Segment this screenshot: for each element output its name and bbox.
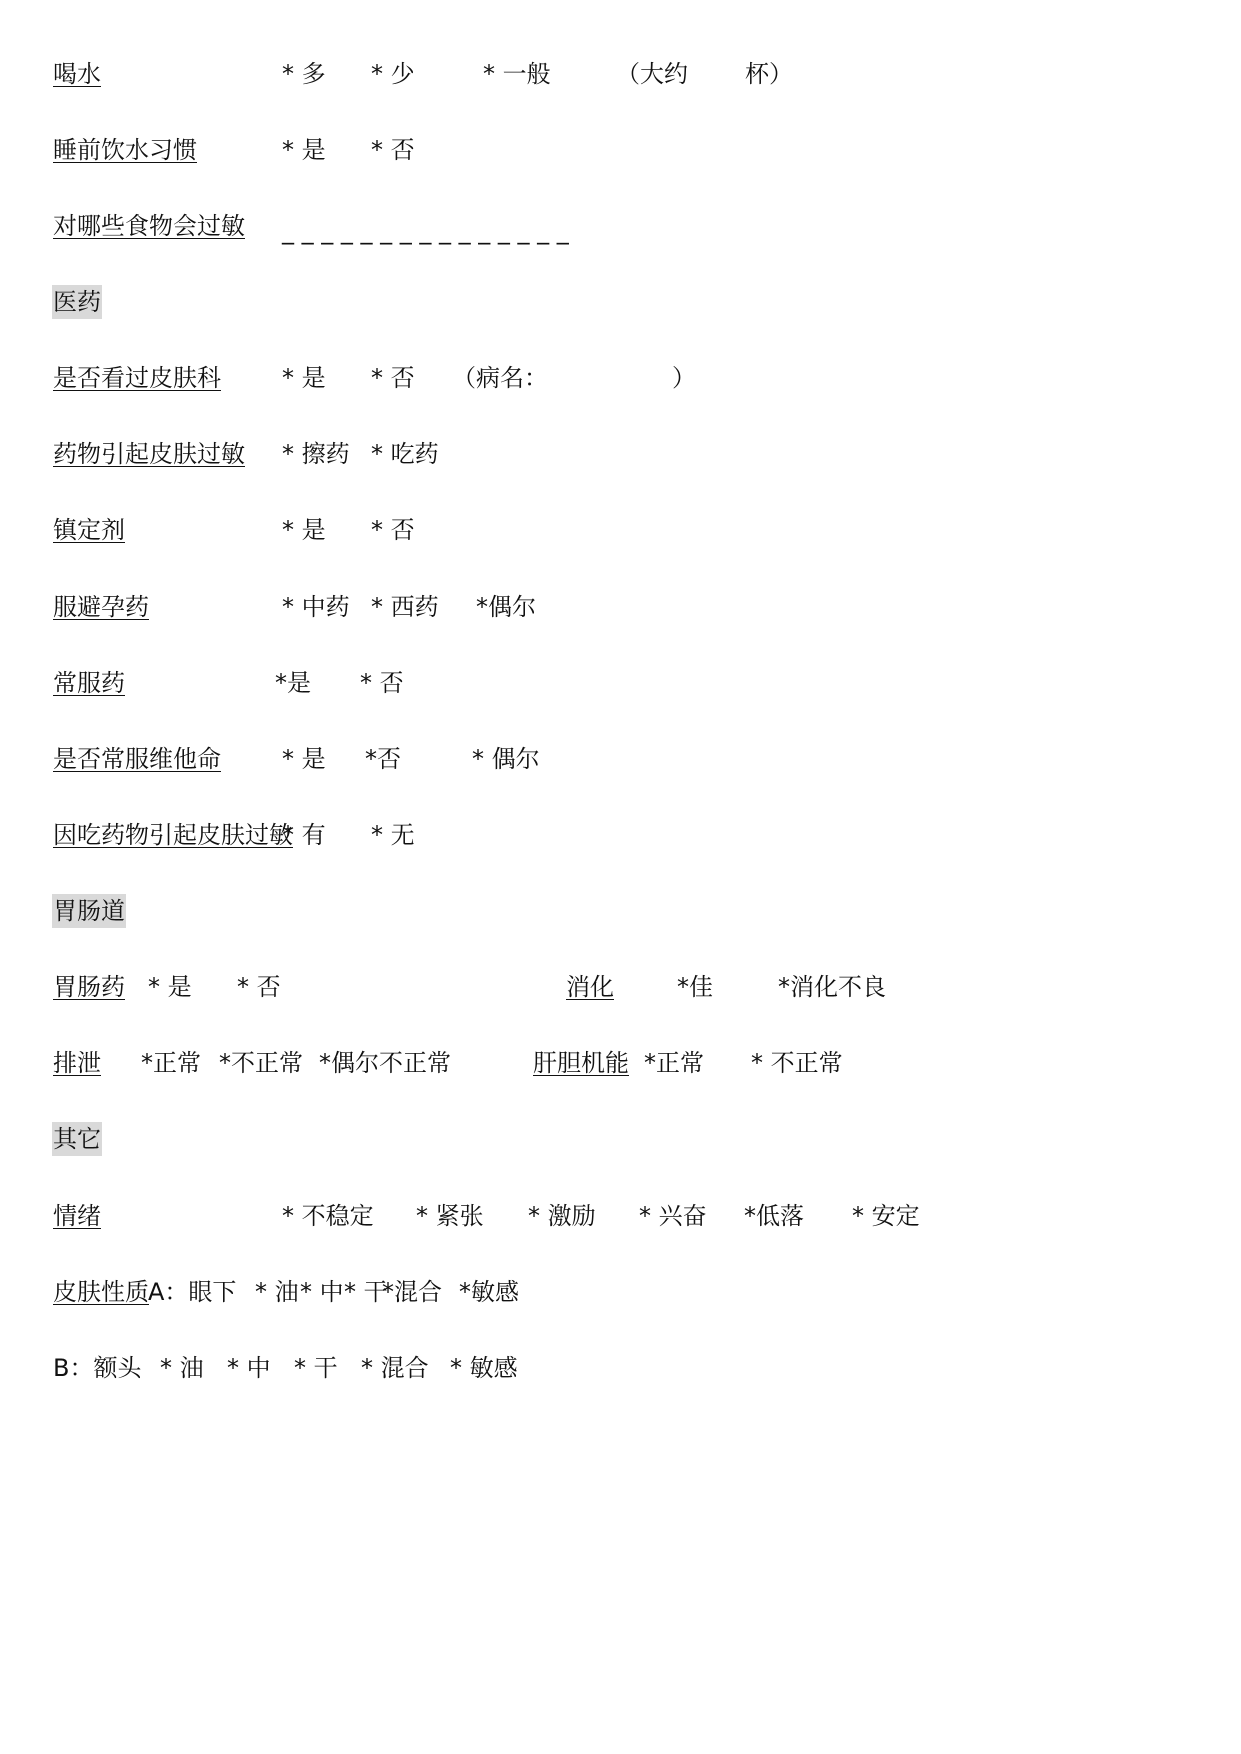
skin-b-dry[interactable]: * 干 — [294, 1354, 338, 1382]
excretion-label: 排泄 — [53, 1049, 101, 1077]
regular-meds-label: 常服药 — [53, 669, 125, 697]
drug-allergy-topical[interactable]: * 擦药 — [282, 440, 350, 468]
gi-meds-label: 胃肠药 — [53, 973, 125, 1001]
skin-b-oily[interactable]: * 油 — [160, 1354, 204, 1382]
mood-unstable[interactable]: * 不稳定 — [282, 1202, 374, 1230]
skin-a-normal[interactable]: * 中 — [300, 1278, 344, 1306]
water-option-normal[interactable]: * 一般 — [483, 60, 551, 88]
gi-meds-yes[interactable]: * 是 — [148, 973, 192, 1001]
sedative-no[interactable]: * 否 — [371, 516, 415, 544]
vitamins-label: 是否常服维他命 — [53, 745, 221, 773]
oral-drug-allergy-yes[interactable]: * 有 — [282, 821, 326, 849]
bedtime-water-label: 睡前饮水习惯 — [53, 136, 197, 164]
skin-a-under-eye-label: A：眼下 — [148, 1278, 237, 1306]
gi-meds-no[interactable]: * 否 — [237, 973, 281, 1001]
water-amount-close: 杯） — [745, 60, 793, 88]
water-label: 喝水 — [53, 60, 101, 88]
disease-name-open: （病名： — [452, 364, 548, 392]
vitamins-no[interactable]: *否 — [365, 745, 401, 773]
contraceptive-occasional[interactable]: *偶尔 — [476, 593, 536, 621]
skin-a-oily[interactable]: * 油 — [255, 1278, 299, 1306]
liver-label: 肝胆机能 — [533, 1049, 629, 1077]
excretion-occasional-abnormal[interactable]: *偶尔不正常 — [319, 1049, 451, 1077]
water-amount-open: （大约 — [616, 60, 688, 88]
skin-b-combination[interactable]: * 混合 — [361, 1354, 429, 1382]
mood-motivated[interactable]: * 激励 — [528, 1202, 596, 1230]
mood-calm[interactable]: * 安定 — [852, 1202, 920, 1230]
digestion-poor[interactable]: *消化不良 — [778, 973, 886, 1001]
regular-meds-yes[interactable]: *是 — [275, 669, 311, 697]
food-allergy-blank[interactable]: _ _ _ _ _ _ _ _ _ _ _ _ _ _ _ — [282, 217, 569, 245]
vitamins-occasional[interactable]: * 偶尔 — [472, 745, 540, 773]
food-allergy-label: 对哪些食物会过敏 — [53, 212, 245, 240]
section-heading-other: 其它 — [52, 1122, 102, 1156]
dermatology-label: 是否看过皮肤科 — [53, 364, 221, 392]
regular-meds-no[interactable]: * 否 — [360, 669, 404, 697]
mood-tense[interactable]: * 紧张 — [416, 1202, 484, 1230]
excretion-abnormal[interactable]: *不正常 — [219, 1049, 303, 1077]
mood-label: 情绪 — [53, 1202, 101, 1230]
skin-type-label: 皮肤性质 — [53, 1278, 149, 1306]
skin-a-sensitive[interactable]: *敏感 — [459, 1278, 519, 1306]
mood-low[interactable]: *低落 — [744, 1202, 804, 1230]
vitamins-yes[interactable]: * 是 — [282, 745, 326, 773]
oral-drug-allergy-no[interactable]: * 无 — [371, 821, 415, 849]
drug-allergy-oral[interactable]: * 吃药 — [371, 440, 439, 468]
disease-name-close: ） — [672, 364, 696, 392]
bedtime-water-no[interactable]: * 否 — [371, 136, 415, 164]
excretion-normal[interactable]: *正常 — [141, 1049, 201, 1077]
dermatology-no[interactable]: * 否 — [371, 364, 415, 392]
skin-a-combination[interactable]: *混合 — [382, 1278, 442, 1306]
skin-b-sensitive[interactable]: * 敏感 — [450, 1354, 518, 1382]
bedtime-water-yes[interactable]: * 是 — [282, 136, 326, 164]
digestion-label: 消化 — [566, 973, 614, 1001]
skin-a-dry[interactable]: * 干 — [344, 1278, 388, 1306]
dermatology-yes[interactable]: * 是 — [282, 364, 326, 392]
section-heading-medicine: 医药 — [52, 285, 102, 319]
skin-b-normal[interactable]: * 中 — [227, 1354, 271, 1382]
mood-excited[interactable]: * 兴奋 — [639, 1202, 707, 1230]
drug-allergy-label: 药物引起皮肤过敏 — [53, 440, 245, 468]
sedative-label: 镇定剂 — [53, 516, 125, 544]
skin-b-forehead-label: B：额头 — [53, 1354, 142, 1382]
sedative-yes[interactable]: * 是 — [282, 516, 326, 544]
liver-abnormal[interactable]: * 不正常 — [751, 1049, 843, 1077]
water-option-less[interactable]: * 少 — [371, 60, 415, 88]
contraceptive-chinese[interactable]: * 中药 — [282, 593, 350, 621]
contraceptive-western[interactable]: * 西药 — [371, 593, 439, 621]
digestion-good[interactable]: *佳 — [677, 973, 713, 1001]
section-heading-gi: 胃肠道 — [52, 894, 126, 928]
contraceptive-label: 服避孕药 — [53, 593, 149, 621]
liver-normal[interactable]: *正常 — [644, 1049, 704, 1077]
water-option-more[interactable]: * 多 — [282, 60, 326, 88]
oral-drug-allergy-label: 因吃药物引起皮肤过敏 — [53, 821, 293, 849]
